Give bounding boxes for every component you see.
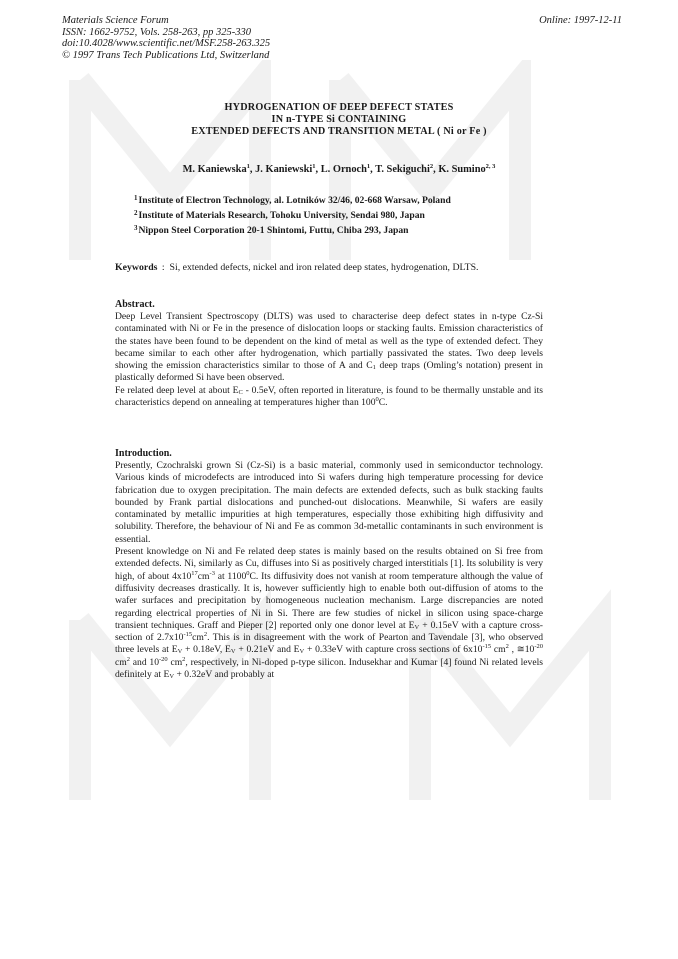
title-line-2: IN n-TYPE Si CONTAINING — [271, 114, 407, 125]
abstract-paragraph-1: Deep Level Transient Spectroscopy (DLTS) was used to characterise deep defect states in n-type Cz-Si contaminated with Ni or Fe in the presence of dislocation loops or stacking faults. Emission characteristics of the states have been found to be dependent on the kind of metal as well as the type of extended defect. They became similar to each other after hydrogenation, which partially passivated the states. Two deep levels showing the emission characteristics similar to those of A and $C_1$ deep traps (Omling’s notation) present in plastically deformed Si have been observed. — [115, 311, 543, 384]
author-name: J. Kaniewski — [255, 164, 313, 175]
journal-name: Materials Science Forum — [62, 15, 169, 26]
affiliation-item — [134, 207, 451, 222]
author-name: K. Sumino — [438, 164, 486, 175]
author-name: L. Ornoch — [320, 164, 367, 175]
affiliation-item — [134, 192, 451, 207]
affiliation-list — [134, 192, 451, 237]
copyright-line: © 1997 Trans Tech Publications Ltd, Switzerland — [62, 49, 270, 61]
affiliation-text: Nippon Steel Corporation 20-1 Shintomi, Futtu, Chiba 293, Japan — [138, 225, 409, 236]
title-line-1: HYDROGENATION OF DEEP DEFECT STATES — [224, 102, 454, 113]
doi-link[interactable]: doi:10.4028/www.scientific.net/MSF.258-263.325 — [62, 38, 271, 50]
abstract-heading: Abstract. — [115, 299, 155, 310]
keywords-label: Keywords — [115, 262, 158, 273]
affiliation-number: 1 — [134, 194, 138, 202]
author-name: M. Kaniewska — [182, 164, 247, 175]
paper-title — [0, 102, 678, 138]
affiliation-item — [134, 222, 451, 237]
author-affiliation-mark: 1 — [312, 163, 316, 170]
introduction-paragraph-1: Presently, Czochralski grown Si (Cz-Si) is a basic material, commonly used in semiconductor technology. Various kinds of microdefects are introduced into Si wafers during high temperature processing for device fabrication due to oxygen precipitation. The main defects are extended defects, such as bulk stacking faults bounded by Frank partial dislocations and punched-out dislocations. Meanwhile, Si wafers are easily contaminated by metallic impurities at high temperatures, especially those exhibiting high diffusivity and solubility. Therefore, the behaviour of Ni and Fe as common 3d-metallic contaminants in such environment is essential. — [115, 460, 543, 545]
author-affiliation-mark: 2, 3 — [485, 163, 496, 170]
abstract-body — [115, 311, 543, 409]
author-list: M. Kaniewska$^1$, J. Kaniewski$^1$, L. Ornoch$^1$, T. Sekiguchi$^2$, K. Sumino$^{2, 3}$ — [182, 163, 496, 175]
affiliation-number: 2 — [134, 209, 138, 217]
affiliation-text: Institute of Electron Technology, al. Lotników 32/46, 02-668 Warsaw, Poland — [138, 195, 451, 206]
affiliation-text: Institute of Materials Research, Tohoku University, Sendai 980, Japan — [138, 210, 425, 221]
introduction-heading: Introduction. — [115, 448, 172, 459]
introduction-body — [115, 460, 543, 681]
abstract-paragraph-2: Fe related deep level at about $E_C - 0.5eV$, often reported in literature, is found to be thermally unstable and its characteristics depend on annealing at temperatures higher than $100^0C$. — [115, 384, 543, 409]
keywords-line: Keywords : Si, extended defects, nickel and iron related deep states, hydrogenation, DLTS. — [115, 262, 479, 273]
journal-header — [62, 15, 622, 61]
title-line-3: EXTENDED DEFECTS AND TRANSITION METAL ( Ni or Fe ) — [191, 126, 487, 137]
keywords-text: Si, extended defects, nickel and iron related deep states, hydrogenation, DLTS. — [169, 262, 479, 273]
online-date: Online: 1997-12-11 — [539, 15, 622, 26]
author-affiliation-mark: 1 — [366, 163, 371, 170]
affiliation-number: 3 — [134, 224, 138, 232]
author-name: T. Sekiguchi — [375, 164, 430, 175]
author-affiliation-mark: 2 — [429, 163, 434, 170]
author-affiliation-mark: 1 — [246, 163, 250, 170]
issn-line: ISSN: 1662-9752, Vols. 258-263, pp 325-330 — [62, 26, 251, 38]
introduction-paragraph-2: Present knowledge on Ni and Fe related deep states is mainly based on the results obtained on Si free from extended defects. Ni, similarly as Cu, diffuses into Si as positively charged interstitials [1]. Its solubility is very high, of about $4x10^{17}cm^{-3}$ at 1100$^0$C. Its diffusivity does not vanish at room temperature although the value of diffusivity decreases drastically. It is, however sufficiently high to enable both out-diffusion of atoms to the wafer surfaces and precipitation by homogeneous nucleation mechanism. Large discrepancies are noted regarding electrical properties of Ni in Si. There are few studies of nickel in silicon using space-charge transient techniques. Graff and Pieper [2] reported only one donor level at $E_V + 0.15eV$ with a capture cross-section of $2.7x10^{-15}cm^2$. This is in disagreement with the work of Pearton and Tavendale [3], who observed three levels at $E_V + 0.18eV$, $E_V + 0.21eV$ and $E_V + 0.33eV$ with capture cross sections of $6x10^{-15}$ $cm^2$ , $≅10^{-20}$ $cm^2$ and $10^{-20}$ $cm^2$, respectively, in Ni-doped p-type silicon. Indusekhar and Kumar [4] found Ni related levels definitely at $E_V + 0.32eV$ and probably at — [115, 546, 544, 681]
